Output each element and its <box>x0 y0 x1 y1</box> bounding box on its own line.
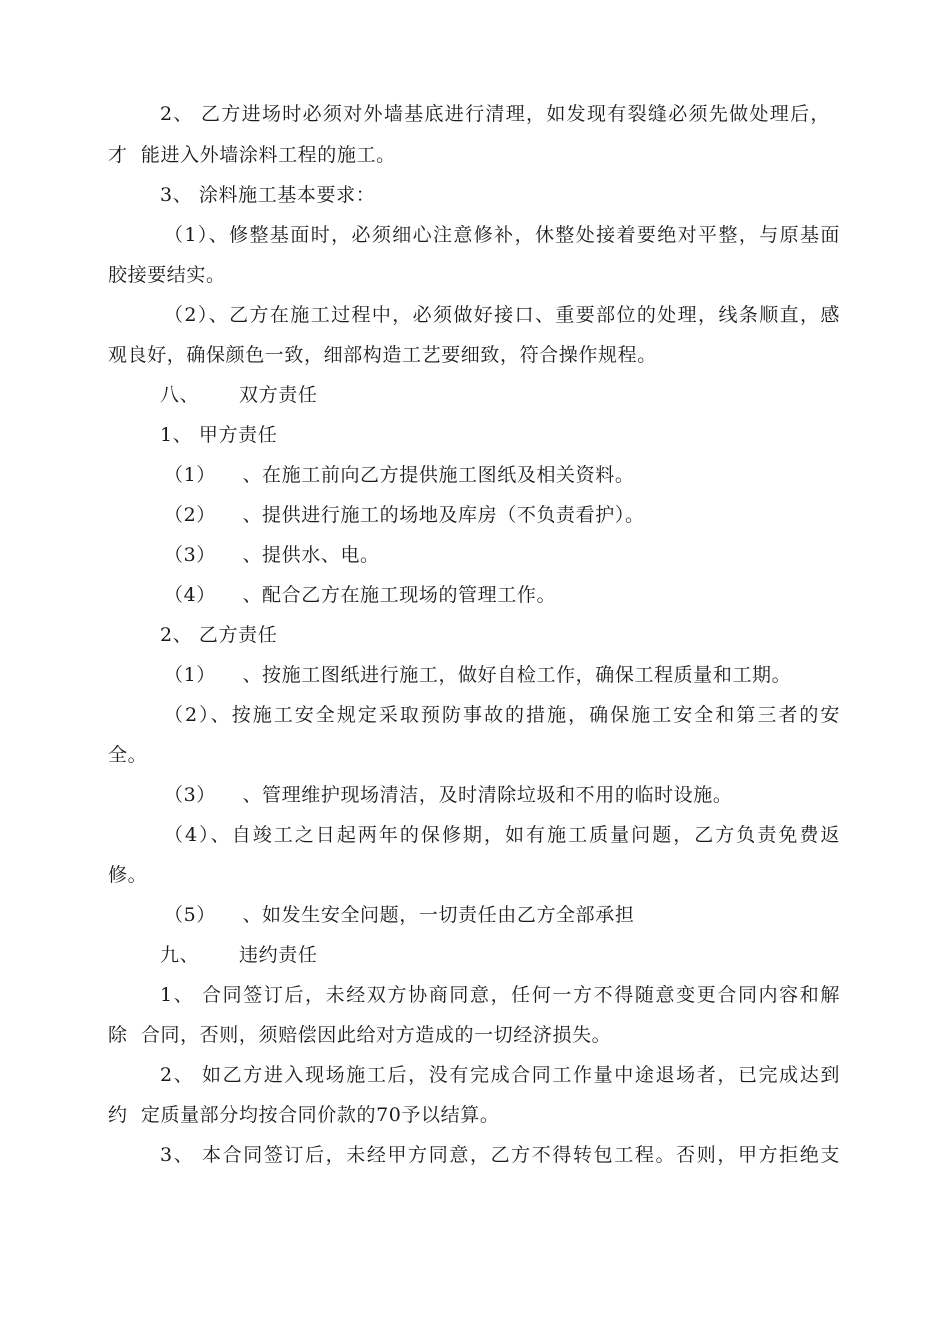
list-item: （5） 、如发生安全问题，一切责任由乙方全部承担 <box>164 904 635 926</box>
list-item: （1） 、按施工图纸进行施工，做好自检工作，确保工程质量和工期。 <box>164 664 792 686</box>
subsection-heading: 2、 乙方责任 <box>160 624 278 646</box>
paragraph-line: 1、 合同签订后，未经双方协商同意，任何一方不得随意变更合同内容和解 <box>160 984 840 1006</box>
paragraph-line: 2、 如乙方进入现场施工后，没有完成合同工作量中途退场者，已完成达到 <box>160 1064 840 1086</box>
list-item: （2）、按施工安全规定采取预防事故的措施，确保施工安全和第三者的安 <box>164 704 840 726</box>
list-item: （2） 、提供进行施工的场地及库房（不负责看护）。 <box>164 504 645 526</box>
list-item: （4） 、配合乙方在施工现场的管理工作。 <box>164 584 557 606</box>
paragraph-line: 观良好，确保颜色一致，细部构造工艺要细致，符合操作规程。 <box>108 344 657 366</box>
subsection-heading: 1、 甲方责任 <box>160 424 278 446</box>
paragraph-line: 3、 本合同签订后，未经甲方同意，乙方不得转包工程。否则，甲方拒绝支 <box>160 1144 840 1166</box>
section-heading: 九、 违约责任 <box>160 944 318 966</box>
list-item: （3） 、提供水、电。 <box>164 544 380 566</box>
paragraph-line: 除 合同，否则，须赔偿因此给对方造成的一切经济损失。 <box>108 1024 612 1046</box>
paragraph-line: （2）、乙方在施工过程中，必须做好接口、重要部位的处理，线条顺直，感 <box>164 304 840 326</box>
list-item: （3） 、管理维护现场清洁，及时清除垃圾和不用的临时设施。 <box>164 784 733 806</box>
list-item: （4）、自竣工之日起两年的保修期，如有施工质量问题，乙方负责免费返 <box>164 824 840 846</box>
paragraph-line: 才 能进入外墙涂料工程的施工。 <box>108 144 396 166</box>
paragraph-line: 全。 <box>108 744 148 766</box>
paragraph-line: 2、 乙方进场时必须对外墙基底进行清理，如发现有裂缝必须先做处理后， <box>160 103 830 125</box>
paragraph-line: （1）、修整基面时，必须细心注意修补，休整处接着要绝对平整，与原基面 <box>164 224 840 246</box>
list-item: （1） 、在施工前向乙方提供施工图纸及相关资料。 <box>164 464 635 486</box>
section-heading: 八、 双方责任 <box>160 384 318 406</box>
paragraph-line: 修。 <box>108 864 148 886</box>
paragraph-line: 胶接要结实。 <box>108 264 226 286</box>
paragraph-line: 约 定质量部分均按合同价款的70予以结算。 <box>108 1104 500 1126</box>
section-heading: 3、 涂料施工基本要求： <box>160 184 376 206</box>
